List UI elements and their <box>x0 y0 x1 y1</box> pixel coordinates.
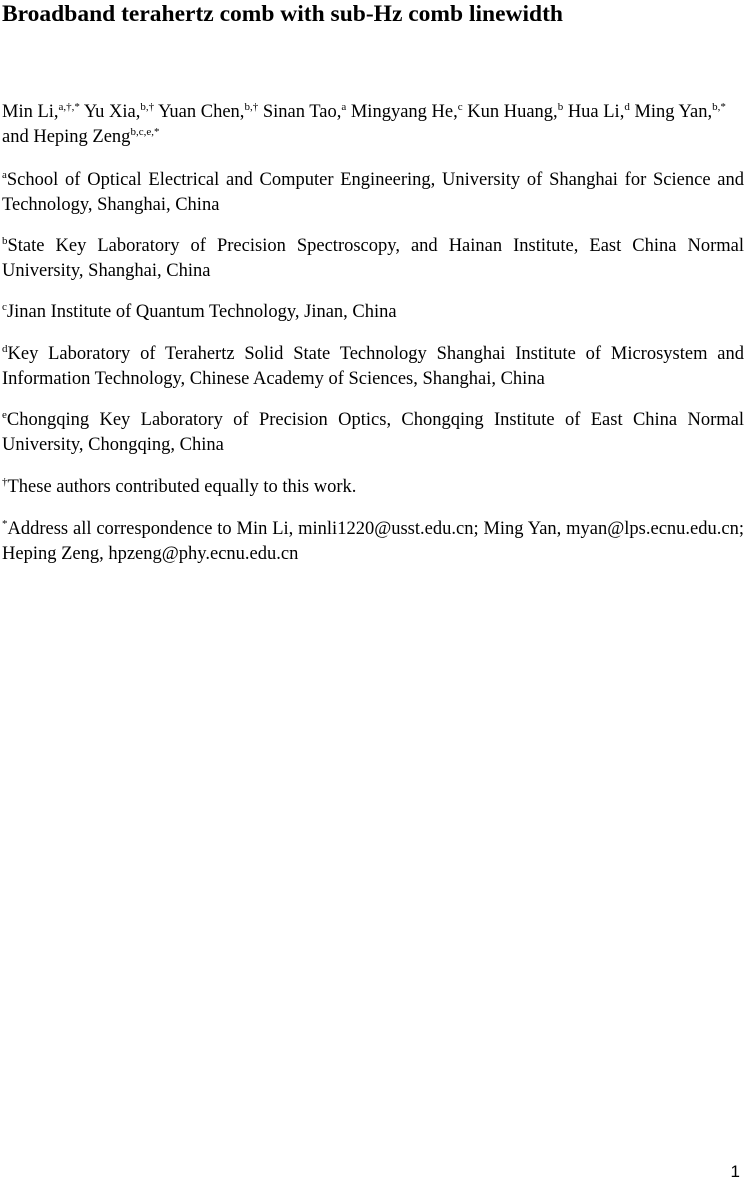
author-ming-yan <box>634 102 725 122</box>
author-mingyang-he <box>351 102 463 122</box>
author-kun-huang <box>467 102 563 122</box>
author-name: Hua Li, <box>567 102 625 122</box>
author-affiliation-marks: a,†,* <box>58 101 80 113</box>
author-affiliation-marks: b <box>557 101 564 113</box>
author-affiliation-marks: b,† <box>140 101 155 113</box>
affiliation-e <box>2 408 744 458</box>
author-affiliation-marks: c <box>457 101 463 113</box>
author-name: Yuan Chen, <box>158 102 245 122</box>
note-text: Address all correspondence to Min Li, minli1220@usst.edu.cn; Ming Yan, myan@lps.ecnu.edu.cn; Heping Zeng, hpzeng@phy.ecnu.edu.cn <box>2 519 744 564</box>
page-number: 1 <box>730 1162 740 1181</box>
author-affiliation-marks: b,* <box>712 101 726 113</box>
equal-contribution-note <box>2 475 744 500</box>
author-name: Kun Huang, <box>467 102 558 122</box>
author-name: Ming Yan, <box>634 102 713 122</box>
author-yu-xia <box>84 102 154 122</box>
note-mark: † <box>2 476 8 488</box>
author-min-li <box>2 102 80 122</box>
note-mark: * <box>2 518 8 530</box>
affiliation-mark: c <box>2 301 7 313</box>
author-name: Yu Xia, <box>83 102 141 122</box>
correspondence-note <box>2 517 744 567</box>
author-name: Mingyang He, <box>350 102 458 122</box>
author-list <box>2 100 744 150</box>
affiliation-b <box>2 234 744 284</box>
affiliation-text: Chongqing Key Laboratory of Precision Optics, Chongqing Institute of East China Normal University, Chongqing, China <box>2 410 744 455</box>
author-affiliation-marks: b,c,e,* <box>130 126 160 138</box>
note-text: These authors contributed equally to this work. <box>7 477 357 497</box>
affiliation-mark: a <box>2 169 7 181</box>
author-name: Min Li, <box>2 102 59 122</box>
author-yuan-chen <box>158 102 258 122</box>
author-affiliation-marks: b,† <box>244 101 259 113</box>
author-heping-zeng <box>2 127 159 147</box>
affiliation-text: School of Optical Electrical and Computer Engineering, University of Shanghai for Science and Technology, Shanghai, China <box>2 170 744 215</box>
author-name: Sinan Tao, <box>262 102 342 122</box>
affiliation-d <box>2 342 744 392</box>
author-affiliation-marks: a <box>341 101 347 113</box>
author-name: and Heping Zeng <box>2 127 131 147</box>
affiliation-a <box>2 168 744 218</box>
affiliation-mark: e <box>2 409 7 421</box>
author-sinan-tao <box>263 102 346 122</box>
affiliation-mark: d <box>2 343 8 355</box>
affiliation-mark: b <box>2 235 8 247</box>
author-hua-li <box>568 102 630 122</box>
affiliation-text: Key Laboratory of Terahertz Solid State Technology Shanghai Institute of Microsystem and Information Technology, Chinese Academy of Sciences, Shanghai, China <box>2 344 744 389</box>
affiliation-text: State Key Laboratory of Precision Spectroscopy, and Hainan Institute, East China Normal University, Shanghai, China <box>2 236 744 281</box>
paper-title: Broadband terahertz comb with sub-Hz comb linewidth <box>2 1 563 27</box>
affiliation-c <box>2 300 744 325</box>
affiliation-text: Jinan Institute of Quantum Technology, Jinan, China <box>6 302 397 322</box>
author-affiliation-marks: d <box>624 101 630 113</box>
